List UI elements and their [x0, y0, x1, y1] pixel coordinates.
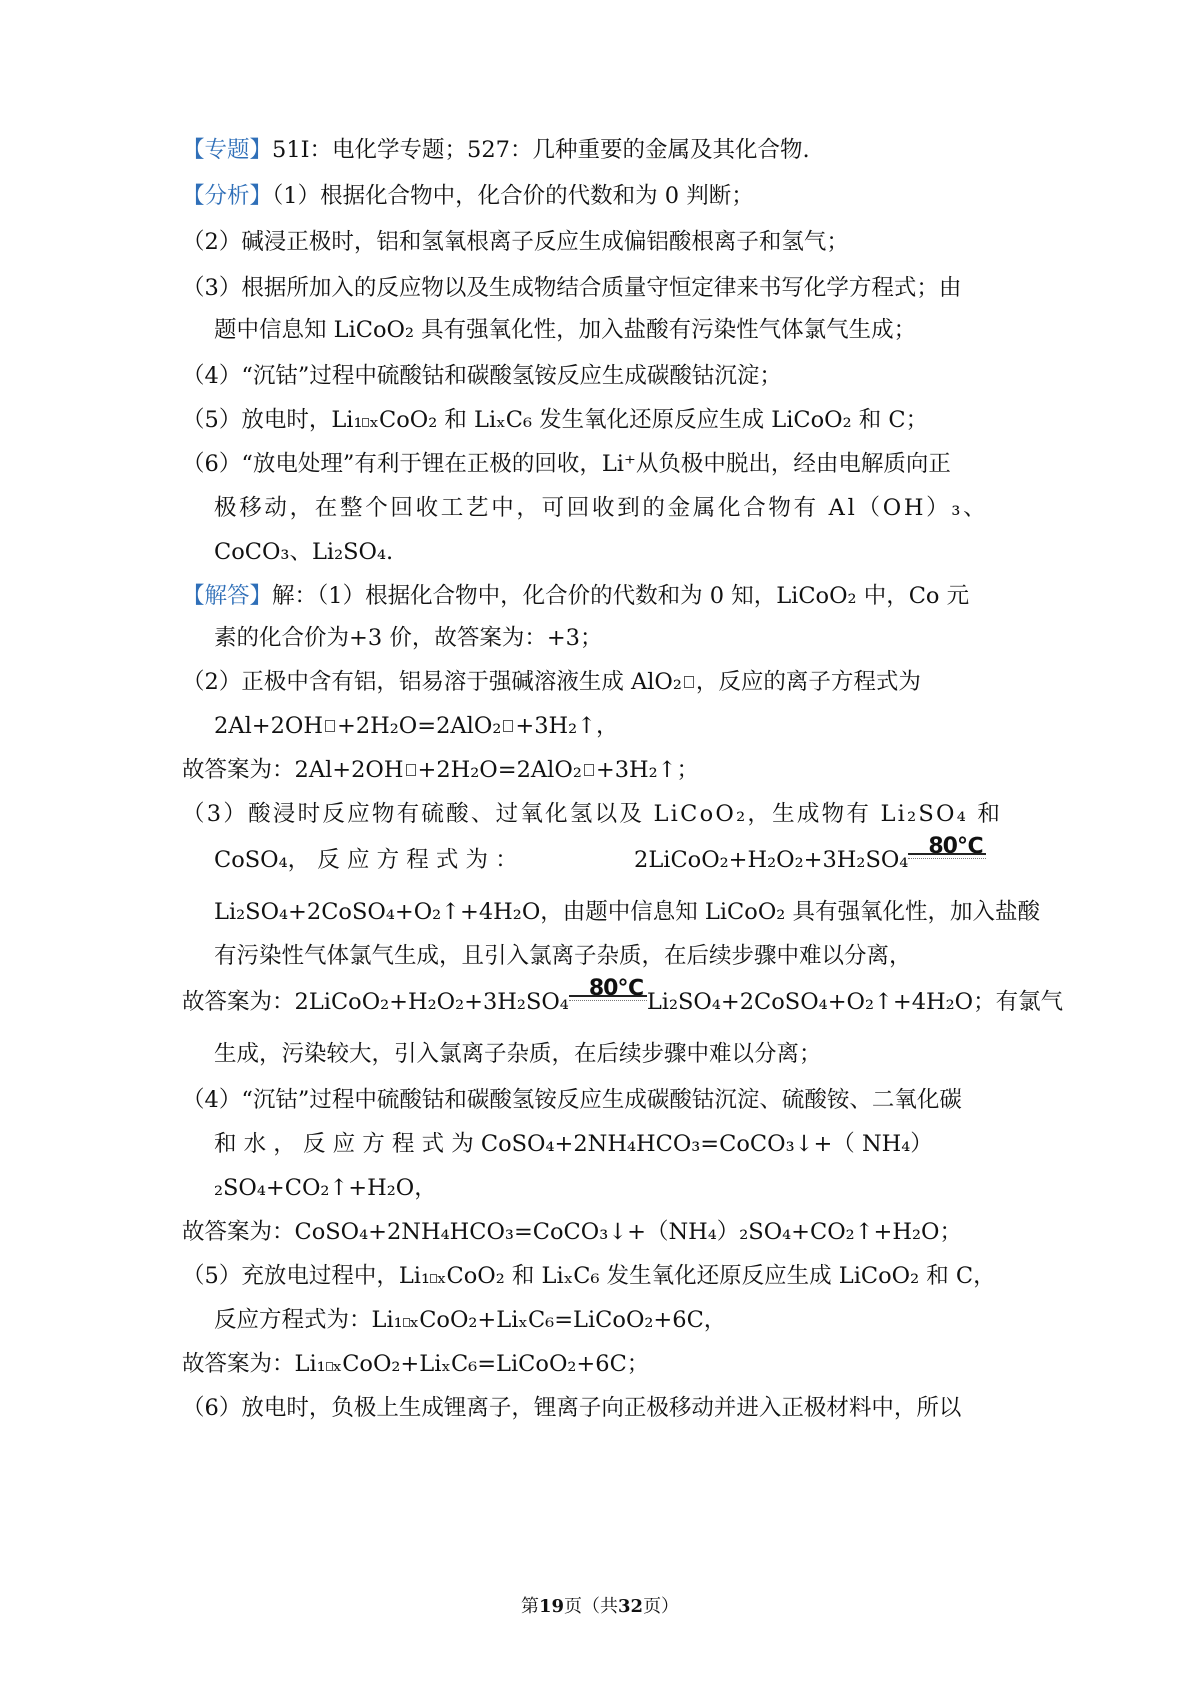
reaction-condition-arrow	[908, 834, 986, 871]
answer-line-3-b: ，反应的离子方程式为	[695, 669, 921, 695]
answer-line-14: ₂SO₄+CO₂↑+H₂O，	[214, 1175, 437, 1201]
answer-line-18-b: ₓCoO₂+LiₓC₆=LiCoO₂+6C；	[332, 1351, 650, 1377]
answer-line-15: 故答案为：CoSO₄+2NH₄HCO₃=CoCO₃↓+（NH₄）₂SO₄+CO₂↑+H₂O；	[182, 1219, 962, 1245]
analysis-line-6-a: （5）放电时，Li₁	[182, 407, 363, 433]
missing-glyph-box	[325, 720, 335, 732]
eq-part-2: +2H₂O=2AlO₂	[337, 713, 502, 739]
eq-part-3: +3H₂↑；	[595, 757, 700, 783]
analysis-text-1: （1）根据化合物中，化合价的代数和为 0 判断；	[272, 183, 754, 209]
analysis-line-6	[182, 400, 1040, 440]
missing-glyph-box	[503, 720, 513, 732]
topic-line	[182, 130, 1040, 170]
answer-line-11: 生成，污染较大，引入氯离子杂质，在后续步骤中难以分离；	[214, 1041, 822, 1067]
answer-line-7	[214, 834, 1040, 880]
analysis-line-8: 极移动，在整个回收工艺中，可回收到的金属化合物有 Al（OH）₃、	[214, 495, 989, 521]
missing-glyph-box	[430, 1274, 437, 1283]
answer-line-10-b: Li₂SO₄+2CoSO₄+O₂↑+4H₂O；有氯气	[646, 989, 1064, 1015]
missing-glyph-box	[403, 1318, 410, 1327]
answer-line-9: 有污染性气体氯气生成，且引入氯离子杂质，在后续步骤中难以分离，	[214, 943, 912, 969]
answer-line-17-b: ₓCoO₂+LiₓC₆=LiCoO₂+6C，	[409, 1307, 727, 1333]
answer-line-19: （6）放电时，负极上生成锂离子，锂离子向正极移动并进入正极材料中，所以	[182, 1395, 962, 1421]
answer-line-17	[214, 1300, 1040, 1340]
answer-line-6: （3）酸浸时反应物有硫酸、过氧化氢以及 LiCoO₂，生成物有 Li₂SO₄ 和	[182, 801, 1003, 827]
reaction-condition-arrow	[569, 976, 647, 1013]
answer-line-18	[182, 1344, 1040, 1384]
analysis-line-2: （2）碱浸正极时，铝和氢氧根离子反应生成偏铝酸根离子和氢气；	[182, 229, 849, 255]
footer-prefix: 第	[520, 1596, 539, 1617]
analysis-tag: 【分析】	[182, 183, 273, 209]
answer-line-3	[182, 662, 1040, 702]
reaction-temperature: 80℃	[928, 834, 983, 859]
analysis-line-9: CoCO₃、Li₂SO₄.	[214, 539, 394, 565]
missing-glyph-box	[326, 1362, 333, 1371]
answer-line-2: 素的化合价为+3 价，故答案为：+3；	[214, 625, 603, 651]
answer-tag: 【解答】	[182, 583, 273, 609]
analysis-line-1	[182, 176, 1040, 216]
answer-line-16	[182, 1256, 1040, 1296]
eq-part-3: +3H₂↑，	[515, 713, 619, 739]
answer-line-16-b: ₓCoO₂ 和 LiₓC₆ 发生氧化还原反应生成 LiCoO₂ 和 C，	[436, 1263, 996, 1289]
answer-line-3-a: （2）正极中含有铝，铝易溶于强碱溶液生成 AlO₂	[182, 669, 682, 695]
answer-line-7-b: 2LiCoO₂+H₂O₂+3H₂SO₄	[634, 847, 909, 873]
analysis-line-7: （6）“放电处理”有利于锂在正极的回收，Li⁺从负极中脱出，经由电解质向正	[182, 451, 951, 477]
total-pages-number: 32	[618, 1596, 644, 1617]
reaction-temperature: 80℃	[588, 976, 644, 1001]
eq-part-2: +2H₂O=2AlO₂	[417, 757, 582, 783]
missing-glyph-box	[584, 764, 594, 776]
analysis-line-6-b: ₓCoO₂ 和 LiₓC₆ 发生氧化还原反应生成 LiCoO₂ 和 C；	[369, 407, 929, 433]
answer-line-7-a: CoSO₄， 反 应 方 程 式 为 ：	[214, 847, 518, 873]
analysis-line-4: 题中信息知 LiCoO₂ 具有强氧化性，加入盐酸有污染性气体氯气生成；	[214, 317, 917, 343]
analysis-line-3: （3）根据所加入的反应物以及生成物结合质量守恒定律来书写化学方程式；由	[182, 275, 962, 301]
topic-text: 51I：电化学专题；527：几种重要的金属及其化合物.	[272, 137, 810, 163]
answer-line-8: Li₂SO₄+2CoSO₄+O₂↑+4H₂O，由题中信息知 LiCoO₂ 具有强氧化性，加入盐酸	[214, 899, 1040, 925]
eq-part-1: 2Al+2OH	[214, 713, 323, 739]
page-footer	[0, 1592, 1200, 1618]
missing-glyph-box	[684, 676, 694, 688]
answer-text-1: 解：（1）根据化合物中，化合价的代数和为 0 知，LiCoO₂ 中，Co 元	[272, 583, 970, 609]
answer-line-18-a: 故答案为：Li₁	[182, 1351, 326, 1377]
eq-part-1: 故答案为：2Al+2OH	[182, 757, 404, 783]
topic-tag: 【专题】	[182, 137, 273, 163]
answer-line-17-a: 反应方程式为：Li₁	[214, 1307, 403, 1333]
footer-middle: 页（共	[564, 1596, 618, 1617]
current-page-number: 19	[538, 1596, 564, 1617]
footer-suffix: 页）	[643, 1596, 680, 1617]
missing-glyph-box	[406, 764, 416, 776]
answer-line-10	[182, 976, 1064, 1022]
answer-line-5	[182, 750, 1040, 790]
answer-line-12: （4）“沉钴”过程中硫酸钴和碳酸氢铵反应生成碳酸钴沉淀、硫酸铵、二氧化碳	[182, 1087, 962, 1113]
answer-line-10-a: 故答案为：2LiCoO₂+H₂O₂+3H₂SO₄	[182, 989, 569, 1015]
answer-line-16-a: （5）充放电过程中，Li₁	[182, 1263, 430, 1289]
answer-line-13: 和 水 ， 反 应 方 程 式 为 CoSO₄+2NH₄HCO₃=CoCO₃↓+（ NH₄）	[214, 1131, 933, 1157]
analysis-line-5: （4）“沉钴”过程中硫酸钴和碳酸氢铵反应生成碳酸钴沉淀；	[182, 363, 782, 389]
answer-line-4	[214, 706, 1040, 746]
answer-line-1	[182, 576, 1040, 616]
